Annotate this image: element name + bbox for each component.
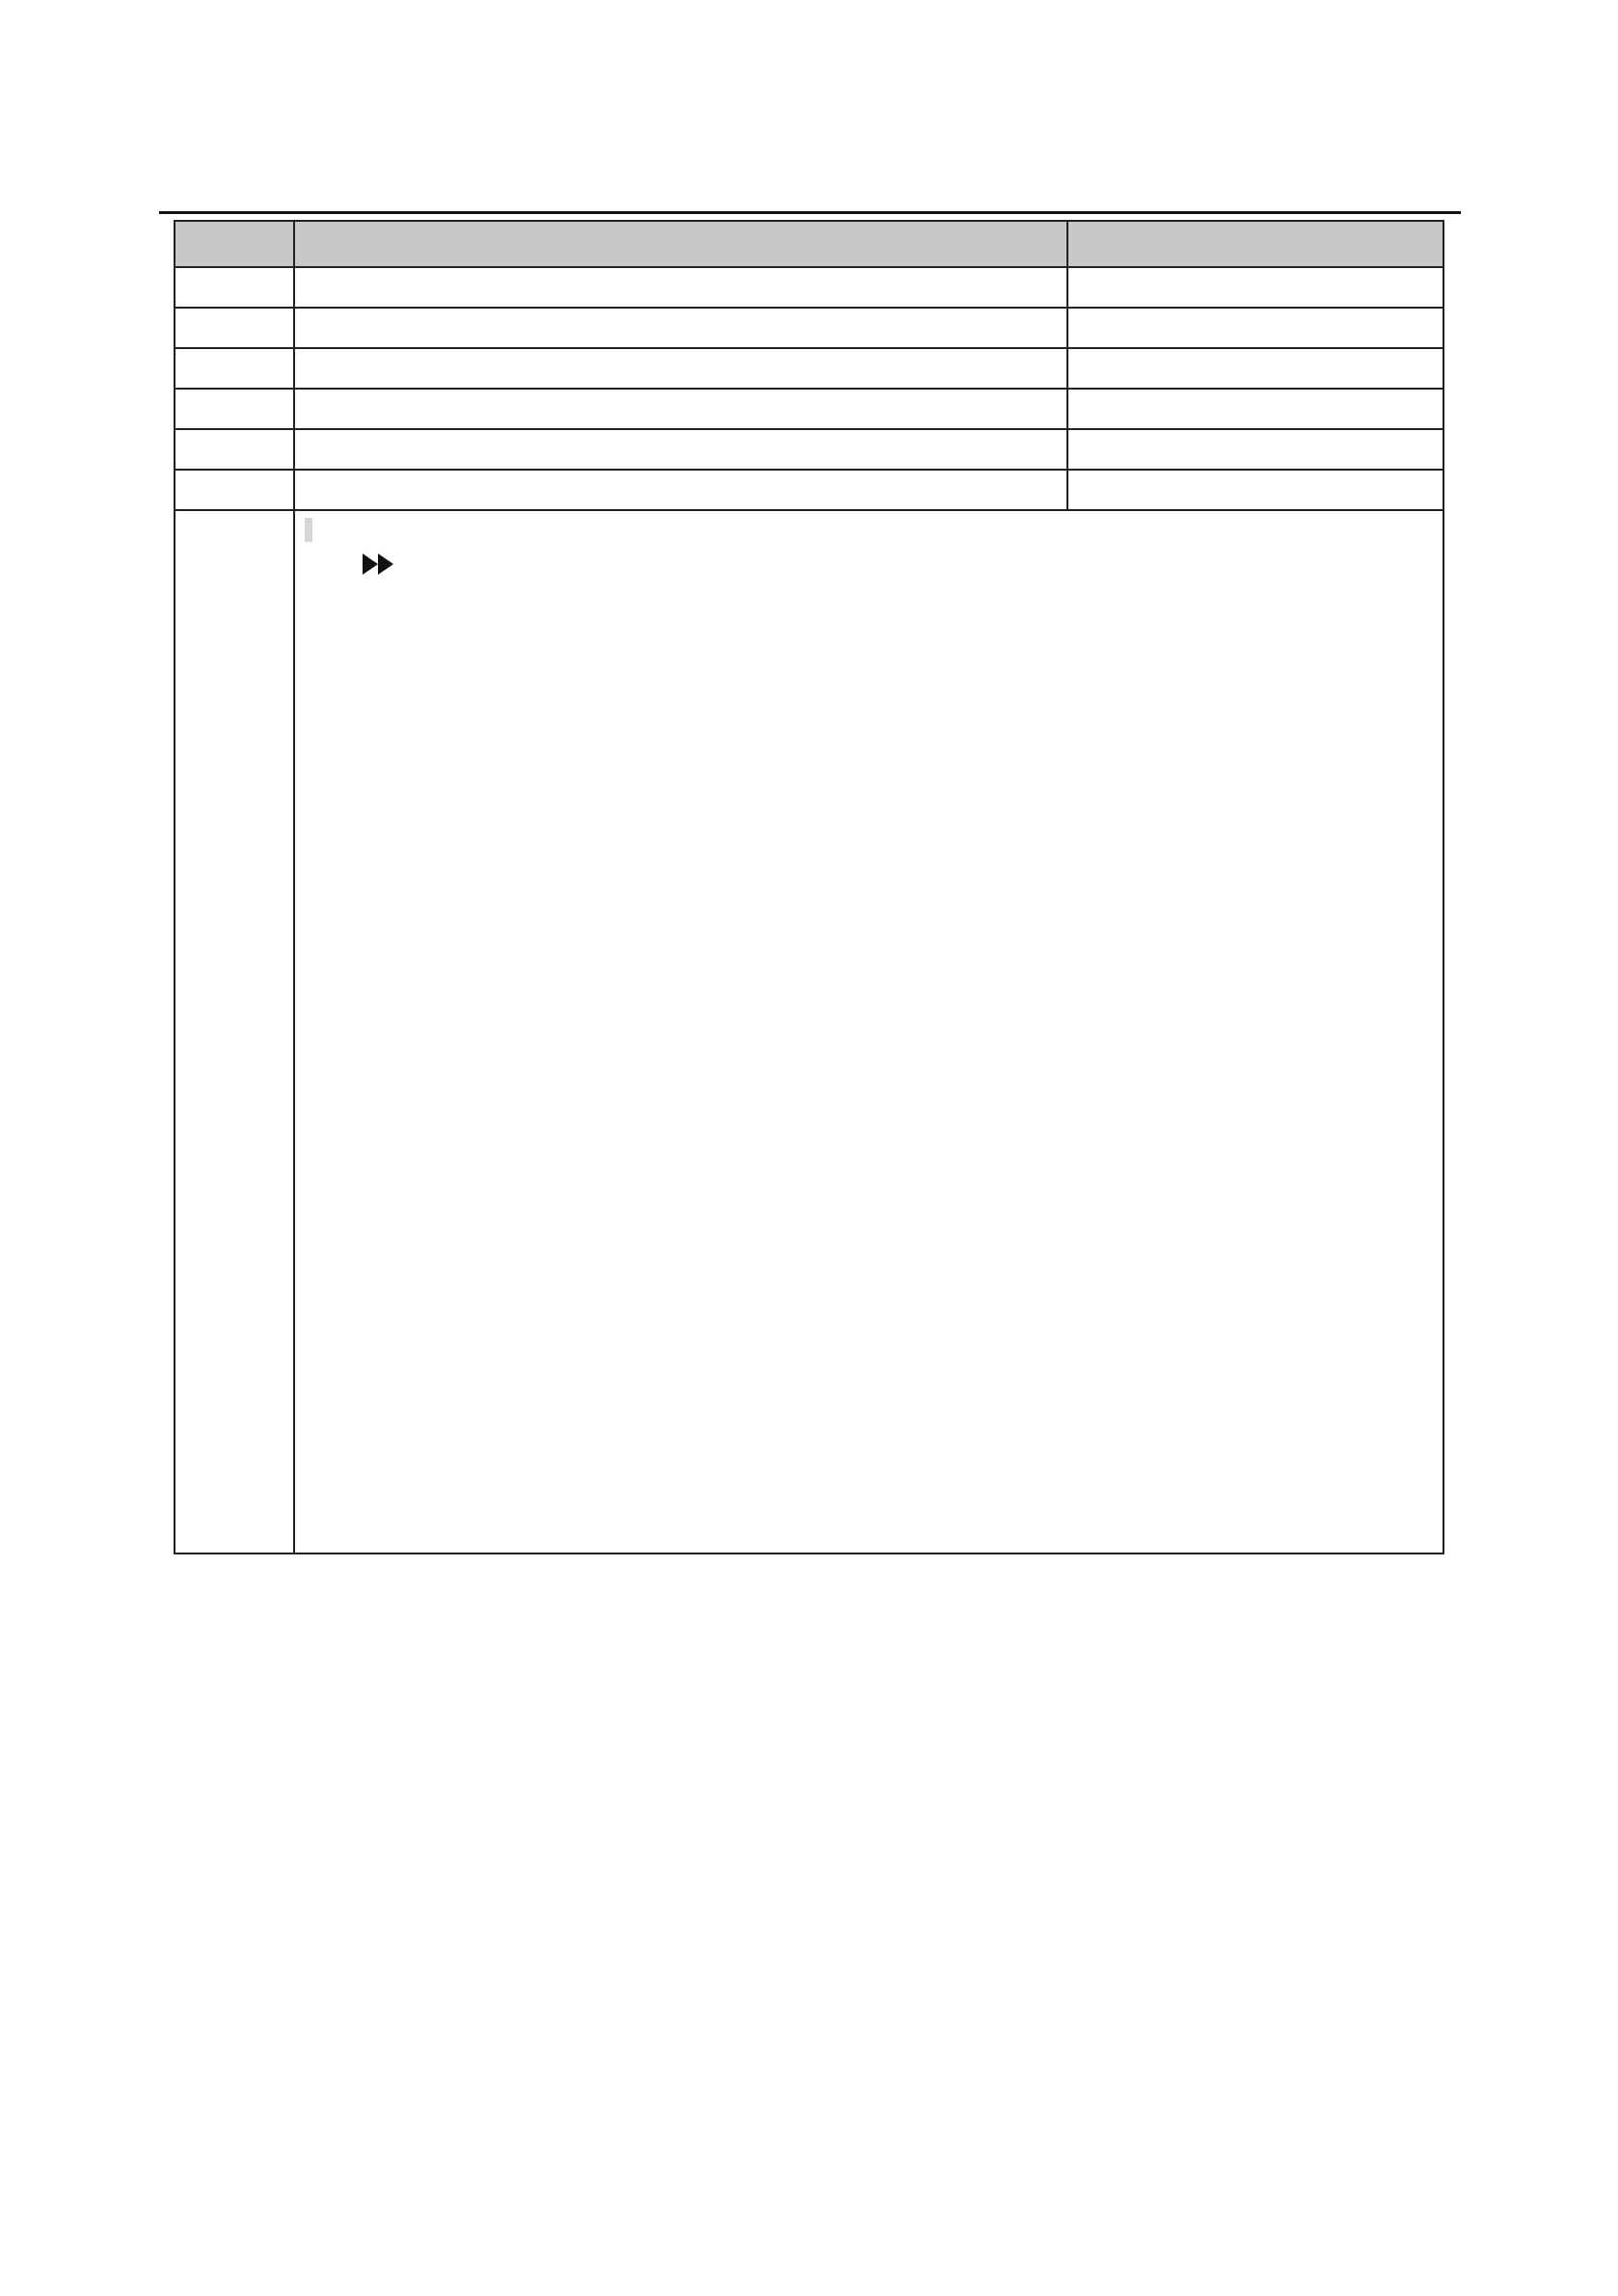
list-item — [305, 1514, 1433, 1553]
param-code — [175, 308, 294, 348]
list-item — [305, 704, 1433, 743]
param-range — [1067, 308, 1443, 348]
table-row — [175, 470, 1443, 510]
list-item — [305, 897, 1433, 935]
param-code — [175, 267, 294, 308]
param-name — [294, 267, 1067, 308]
fast-forward-icon — [363, 550, 395, 588]
list-item — [305, 1090, 1433, 1128]
description-empty-cell — [175, 510, 294, 1553]
table-header-row — [175, 221, 1443, 267]
list-item — [305, 743, 1433, 781]
list-item — [305, 1437, 1433, 1475]
list-item — [305, 820, 1433, 858]
list-item — [305, 1051, 1433, 1090]
param-code — [175, 348, 294, 389]
list-item — [305, 1244, 1433, 1283]
table-row — [175, 429, 1443, 470]
param-code — [175, 389, 294, 429]
param-name — [294, 348, 1067, 389]
table-row — [175, 308, 1443, 348]
header-param-name — [294, 221, 1067, 267]
param-name — [294, 389, 1067, 429]
param-range — [1067, 267, 1443, 308]
list-item — [305, 1321, 1433, 1360]
description-intro — [305, 511, 1433, 550]
list-item — [305, 1205, 1433, 1244]
bullet-item — [305, 588, 1433, 627]
param-range — [1067, 470, 1443, 510]
list-item — [305, 974, 1433, 1013]
list-item — [305, 1283, 1433, 1321]
stop-state-highlight — [309, 518, 312, 542]
param-range — [1067, 389, 1443, 429]
list-item — [305, 1398, 1433, 1437]
list-item — [305, 1360, 1433, 1398]
list-item — [305, 858, 1433, 897]
param-range — [1067, 429, 1443, 470]
header-rule — [159, 211, 1461, 214]
bullet-item — [305, 627, 1433, 665]
list-item — [305, 1475, 1433, 1514]
header-param-number — [175, 221, 294, 267]
list-item — [305, 781, 1433, 820]
param-name — [294, 308, 1067, 348]
description-row — [175, 510, 1443, 1553]
description-cell — [294, 510, 1443, 1553]
table-row — [175, 389, 1443, 429]
bullet-item — [305, 550, 1433, 588]
list-item — [305, 665, 1433, 704]
param-code — [175, 470, 294, 510]
param-code — [175, 429, 294, 470]
list-item — [305, 1128, 1433, 1167]
list-item — [305, 935, 1433, 974]
list-item — [305, 1013, 1433, 1051]
table-row — [175, 348, 1443, 389]
param-name — [294, 470, 1067, 510]
parameter-table — [174, 220, 1444, 1554]
list-item — [305, 1167, 1433, 1205]
table-row — [175, 267, 1443, 308]
header-param-range — [1067, 221, 1443, 267]
param-name — [294, 429, 1067, 470]
param-range — [1067, 348, 1443, 389]
